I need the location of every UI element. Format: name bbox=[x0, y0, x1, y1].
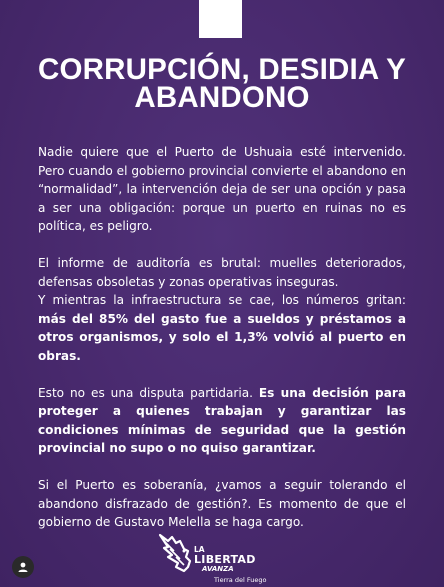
post-title bbox=[10, 53, 434, 114]
paragraph-3 bbox=[38, 291, 406, 365]
person-icon bbox=[17, 561, 29, 573]
paragraph-4-emphasis: Es una decisión para proteger a quienes trabajan y garantizar las condiciones mínimas de seguridad que la gestión provincial no supo o no quiso garantizar. bbox=[38, 385, 406, 456]
paragraph-2: El informe de auditoría es brutal: muelles deteriorados, defensas obsoletas y zonas operativas inseguras. bbox=[38, 255, 406, 289]
la-libertad-avanza-logo bbox=[154, 527, 294, 584]
account-button[interactable] bbox=[12, 556, 34, 578]
paragraph-5: Si el Puerto es soberanía, ¿vamos a seguir tolerando el abandono disfrazado de gestión?. Es momento de que el gobierno de Gustavo Melella se haga cargo. bbox=[38, 477, 406, 530]
logo-line-4: Tierra del Fuego bbox=[214, 576, 267, 584]
logo-line-3: AVANZA bbox=[202, 565, 234, 573]
title-line-1: CORRUPCIÓN, DESIDIA Y bbox=[37, 53, 407, 86]
paragraph-1: Nadie quiere que el Puerto de Ushuaia esté intervenido. Pero cuando el gobierno provincial convierte el abandono en “normalidad”, la intervención deja de ser una opción y pasa a ser una obligación: porque un puerto en ruinas no es política, es peligro. bbox=[38, 145, 406, 234]
paragraph-3-text: Y mientras la infraestructura se cae, los números gritan: bbox=[38, 293, 406, 308]
logo-wordmark bbox=[194, 545, 266, 585]
logo-line-2: LIBERTAD bbox=[194, 553, 256, 566]
paragraph-3-emphasis: más del 85% del gasto fue a sueldos y préstamos a otros organismos, y solo el 1,3% volvió al puerto en obras. bbox=[38, 311, 406, 363]
top-white-tab bbox=[199, 0, 242, 38]
logo-line-1: LA bbox=[194, 545, 205, 554]
paragraph-4 bbox=[38, 384, 406, 458]
paragraph-4-text: Esto no es una disputa partidaria. bbox=[38, 385, 259, 400]
post-body bbox=[38, 143, 406, 532]
title-line-2: ABANDONO bbox=[134, 81, 310, 114]
